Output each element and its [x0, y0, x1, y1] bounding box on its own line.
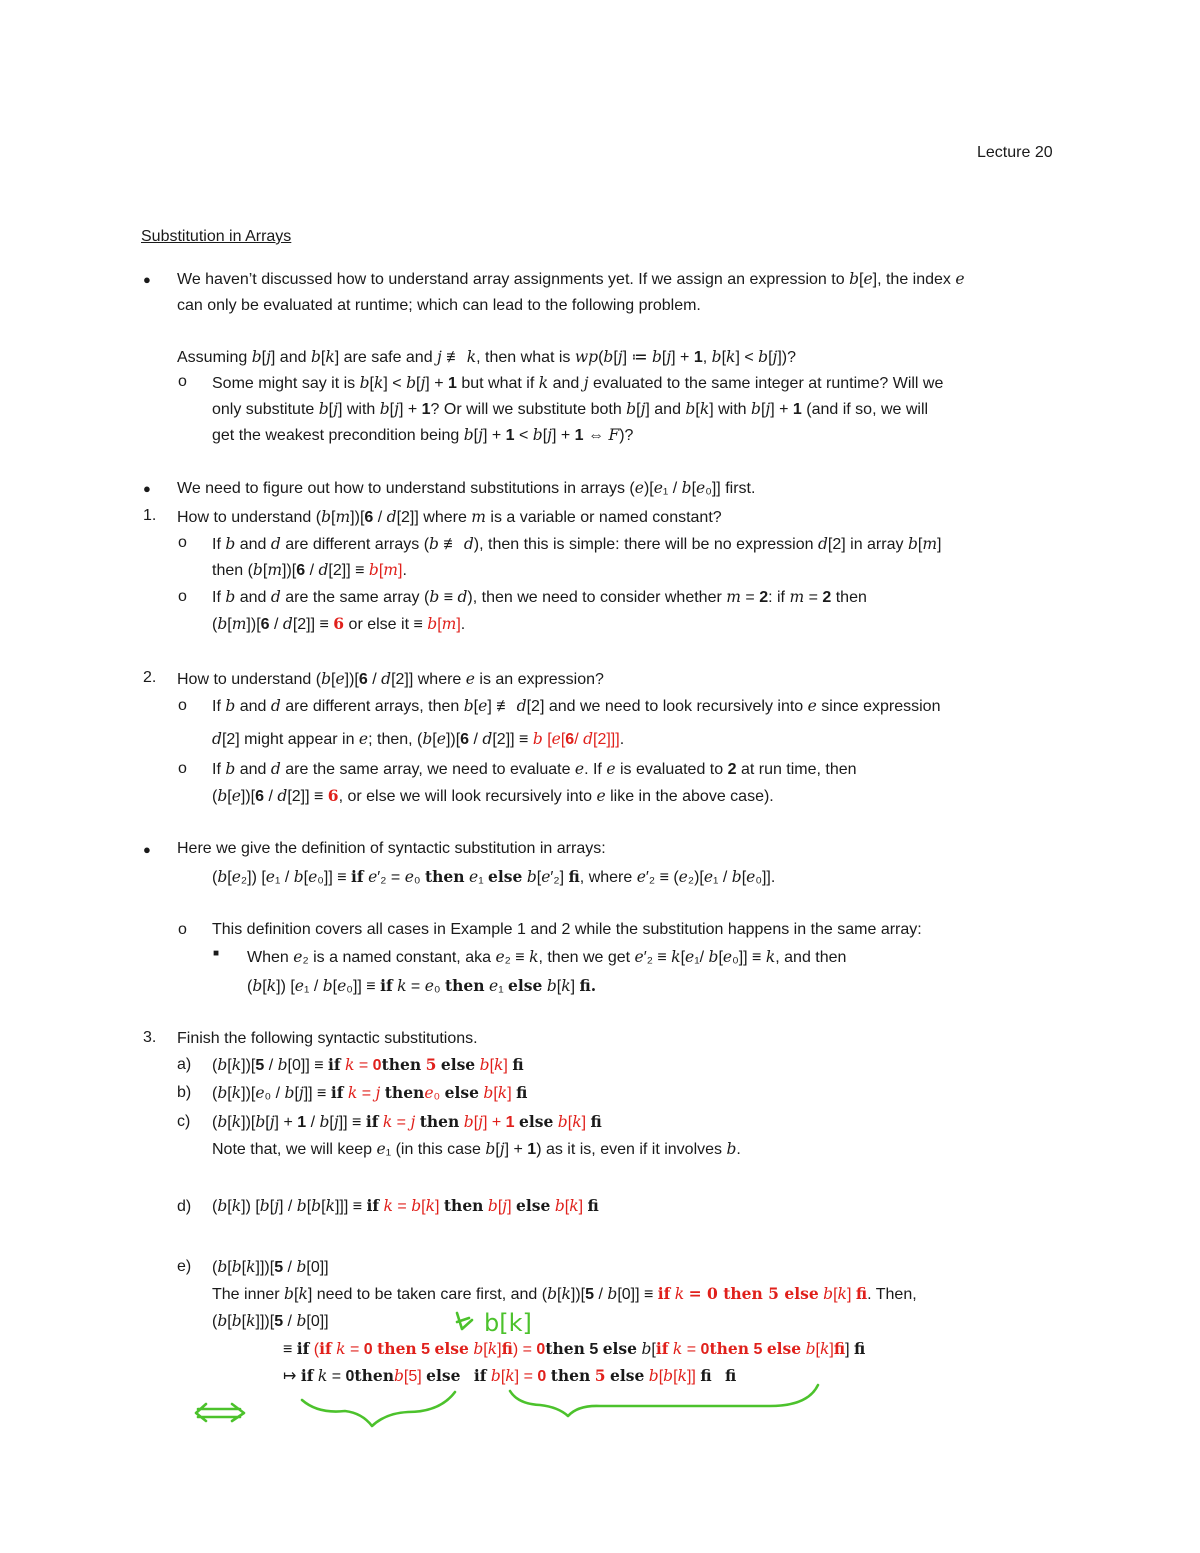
sub-bullet: o: [178, 588, 187, 605]
sub-bullet: o: [178, 921, 187, 938]
ex2-case2-line2: (b[e])[6 / d[2]] ≡ 6, or else we will look recursively into e like in the above case).: [212, 786, 774, 805]
definition-case-line2: (b[k]) [e₁ / b[e₀]] ≡ if k = e₀ then e₁ else b[k] fi.: [247, 976, 597, 995]
ex1-case2-line2: (b[m])[6 / d[2]] ≡ 6 or else it ≡ b[m].: [212, 614, 466, 633]
item-number: 3.: [143, 1029, 157, 1046]
item-number: 2.: [143, 669, 157, 686]
intro-question: Assuming b[j] and b[k] are safe and j ≢ k, then what is wp(b[j] ≔ b[j] + 1, b[k] < b[j])?: [177, 348, 796, 366]
square-bullet: ■: [213, 948, 220, 959]
ex3-e: (b[b[k]])[5 / b[0]]: [212, 1258, 329, 1276]
ex2-case1-line1: If b and d are different arrays, then b[e] ≢ d[2] and we need to look recursively into e since expression: [212, 697, 941, 715]
definition-note: This definition covers all cases in Example 1 and 2 while the substitution happens in the same array:: [212, 921, 922, 938]
ex3-e-line2: The inner b[k] need to be taken care first, and (b[k])[5 / b[0]] ≡ if k = 0 then 5 else b[k] fi. Then,: [212, 1284, 917, 1303]
ex1-case1-line2: then (b[m])[6 / d[2]] ≡ b[m].: [212, 561, 407, 579]
section-title: Substitution in Arrays: [141, 228, 292, 245]
item-letter: d): [177, 1198, 192, 1215]
definition-formula: (b[e₂]) [e₁ / b[e₀]] ≡ if e′₂ = e₀ then e₁ else b[e′₂] fi, where e′₂ ≡ (e₂)[e₁ / b[e₀]].: [212, 867, 776, 886]
intro-line-2: can only be evaluated at runtime; which can lead to the following problem.: [177, 297, 701, 314]
item-letter: b): [177, 1084, 192, 1101]
item-number: 1.: [143, 507, 157, 524]
ex1-case1-line1: If b and d are different arrays (b ≢ d), then this is simple: there will be no expression d[2] in array b[m]: [212, 535, 942, 553]
ex3-e-line3: (b[b[k]])[5 / b[0]]: [212, 1312, 329, 1330]
ex3-b: (b[k])[e₀ / b[j]] ≡ if k = j thene₀ else b[k] fi: [212, 1083, 528, 1102]
sub-bullet: o: [178, 697, 187, 714]
intro-line-1: We haven’t discussed how to understand array assignments yet. If we assign an expression to b[e], the index e: [177, 270, 965, 288]
intro-sub-line-3: get the weakest precondition being b[j] + 1 < b[j] + 1 ⇔ F)?: [212, 426, 634, 444]
ex2-case2-line1: If b and d are the same array, we need to evaluate e. If e is evaluated to 2 at run time, then: [212, 760, 857, 778]
definition-case-line1: When e₂ is a named constant, aka e₂ ≡ k, then we get e′₂ ≡ k[e₁/ b[e₀]] ≡ k, and then: [247, 948, 847, 966]
sub-bullet: o: [178, 373, 187, 390]
ex2-question: How to understand (b[e])[6 / d[2]] where e is an expression?: [177, 670, 604, 688]
ex3-c: (b[k])[b[j] + 1 / b[j]] ≡ if k = j then b[j] + 1 else b[k] fi: [212, 1112, 602, 1131]
ex3-question: Finish the following syntactic substitutions.: [177, 1030, 478, 1047]
ex1-case2-line1: If b and d are the same array (b ≡ d), then we need to consider whether m = 2: if m = 2 then: [212, 588, 867, 606]
definition-intro: Here we give the definition of syntactic substitution in arrays:: [177, 840, 606, 857]
bullet: ●: [143, 481, 151, 496]
ex3-a: (b[k])[5 / b[0]] ≡ if k = 0then 5 else b[k] fi: [212, 1055, 524, 1074]
handwritten-note: b[k]: [484, 1309, 532, 1337]
ex3-e-line4: ≡ if (if k = 0 then 5 else b[k]fi) = 0then 5 else b[if k = 0then 5 else b[k]fi] fi: [283, 1339, 866, 1358]
ex3-d: (b[k]) [b[j] / b[b[k]]] ≡ if k = b[k] then b[j] else b[k] fi: [212, 1196, 599, 1215]
item-letter: c): [177, 1113, 191, 1130]
ex3-e-line5: ↦ if k = 0thenb[5] else if b[k] = 0 then 5 else b[b[k]] fi fi: [283, 1366, 737, 1385]
intro-sub-line-1: Some might say it is b[k] < b[j] + 1 but what if k and j evaluated to the same integer at runtime? Will we: [212, 374, 944, 392]
intro-sub-line-2: only substitute b[j] with b[j] + 1? Or will we substitute both b[j] and b[k] with b[j] + 1 (and if so, we will: [212, 400, 929, 418]
ex3-c-note: Note that, we will keep e₁ (in this case b[j] + 1) as it is, even if it involves b.: [212, 1140, 741, 1158]
ex1-question: How to understand (b[m])[6 / d[2]] where m is a variable or named constant?: [177, 508, 722, 526]
sub-bullet: o: [178, 534, 187, 551]
item-letter: e): [177, 1258, 192, 1275]
item-letter: a): [177, 1056, 192, 1073]
sub-bullet: o: [178, 760, 187, 777]
bullet: ●: [143, 842, 151, 857]
ex2-case1-line2: d[2] might appear in e; then, (b[e])[6 / d[2]] ≡ b [e[6/ d[2]]].: [212, 730, 625, 748]
bullet: ●: [143, 272, 151, 287]
bullet2-line: We need to figure out how to understand substitutions in arrays (e)[e₁ / b[e₀]] first.: [177, 479, 756, 497]
lecture-label: Lecture 20: [977, 144, 1053, 161]
